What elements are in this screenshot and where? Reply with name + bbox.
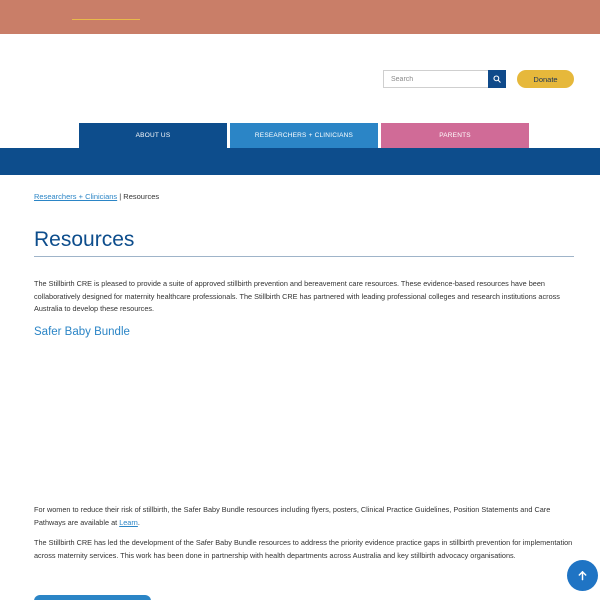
title-divider (34, 256, 574, 257)
back-to-top-button[interactable] (567, 560, 598, 591)
search-icon (493, 75, 501, 83)
breadcrumb-separator: | (117, 192, 124, 201)
breadcrumb-link-researchers[interactable]: Researchers + Clinicians (34, 192, 118, 201)
tab-researchers-clinicians[interactable]: RESEARCHERS + CLINICIANS (230, 123, 378, 148)
breadcrumb (34, 192, 159, 201)
top-banner (0, 0, 600, 34)
search-input[interactable] (383, 70, 488, 88)
bundle-paragraph-2: The Stillbirth CRE has led the development of the Safer Baby Bundle resources to address the priority evidence practice gaps in stillbirth prevention for implementation across maternity services. This work has been done in partnership with health departments across Australia and key stillbirth advocacy organisations. (34, 538, 573, 560)
arrow-up-icon (577, 570, 588, 581)
search-form (383, 70, 506, 88)
intro-paragraph: The Stillbirth CRE is pleased to provide a suite of approved stillbirth prevention and bereavement care resources. These evidence-based resources have been collaboratively designed for maternity healthcare professionals. The Stillbirth CRE has partnered with leading professional colleges and research institutions across Australia to develop these resources. (34, 279, 560, 313)
donate-button[interactable]: Donate (517, 70, 574, 88)
search-button[interactable] (488, 70, 506, 88)
breadcrumb-current: Resources (123, 192, 160, 201)
learn-link[interactable]: Learn (119, 517, 138, 527)
page-title: Resources (34, 228, 135, 251)
nav-band (0, 148, 600, 175)
banner-accent-line (72, 19, 140, 20)
resource-button[interactable] (34, 595, 151, 600)
section-heading-safer-baby-bundle: Safer Baby Bundle (34, 326, 130, 338)
bundle-text-end: . (137, 517, 140, 527)
bundle-paragraph (34, 504, 574, 529)
tab-about-us[interactable]: ABOUT US (79, 123, 227, 148)
tab-parents[interactable]: PARENTS (381, 123, 529, 148)
bundle-text: For women to reduce their risk of stillbirth, the Safer Baby Bundle resources including flyers, posters, Clinical Practice Guidelines, Position Statements and Care Pathways are available at (34, 505, 551, 527)
